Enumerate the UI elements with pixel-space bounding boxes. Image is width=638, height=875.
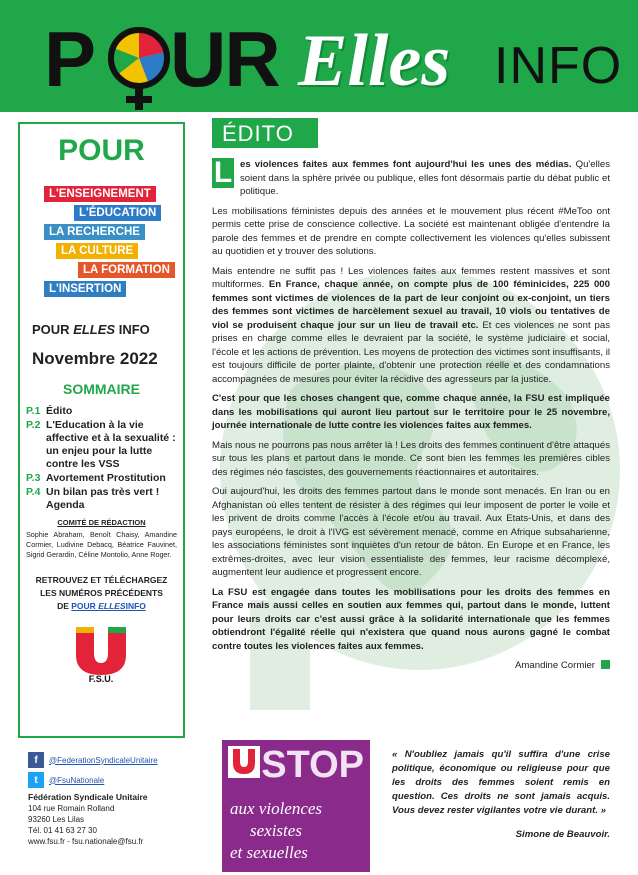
signature: Amandine Cormier (212, 659, 610, 673)
toc-item[interactable]: P.1 Édito (26, 405, 73, 417)
facebook-icon: f (28, 752, 44, 768)
archive-notice: RETROUVEZ ET TÉLÉCHARGEZ LES NUMÉROS PRÉCÉDENTS DE POUR ELLESINFO (35, 575, 168, 611)
comite-members: Sophie Abraham, Benoît Chaisy, Amandine Cormier, Ludivine Debacq, Béatrice Fauvinet, Sigrid Gerardin, Céline Montolio, Anne Roger. (26, 530, 177, 559)
fsu-logo-letter: U. (96, 645, 106, 656)
themes-block (26, 186, 177, 304)
masthead-elles: Elles (298, 20, 451, 102)
edito-body (212, 158, 610, 673)
fsu-small-logo-icon (228, 746, 260, 778)
stop-word: STOP (261, 744, 364, 786)
beauvoir-quote (392, 748, 610, 842)
quote-author: Simone de Beauvoir. (515, 829, 610, 840)
signature-square-icon (601, 660, 610, 669)
twitter-row (28, 772, 188, 788)
edito-paragraph: La FSU est engagée dans toutes les mobilisations pour les droits des femmes en France mais aussi celles en soutien aux femmes qui, partout dans le monde, luttent pour leurs droits car c'est aussi grâce à la solidarité internationale que les femmes obtiendront l'égalité réelle qui n'existera que quand nous aurons gagné le combat contre toutes les violences faites aux femmes. (212, 586, 610, 652)
edito-intro: L es violences faites aux femmes font aujourd'hui les unes des médias. Qu'elles soient dans la sphère privée ou publique, elles font désormais partie du débat public et politique. (213, 156, 610, 197)
edito-paragraph: Mais nous ne pourrons pas nous arrêter là ! Les droits des femmes continuent d'être attaqués sur tous les plans et partout dans le monde. Ce sont bien les femmes les premières cibles des régimes néo fascistes, des gouvernements réactionnaires et autoritaires. (212, 439, 610, 478)
sommaire-title: SOMMAIRE (63, 381, 140, 397)
edito-paragraph: C'est pour que les choses changent que, comme chaque année, la FSU est impliquée dans les mobilisations qui auront lieu partout sur le territoire pour le 25 novembre, journée internationale de lutte contre les violences faites aux femmes. (212, 393, 610, 431)
toc-item[interactable]: P.4 Un bilan pas très vert ! Agenda (26, 486, 160, 511)
issue-month: Novembre 2022 (32, 349, 158, 368)
address-line: 93260 Les Lilas (28, 815, 85, 824)
theme-culture: LA CULTURE (56, 243, 138, 259)
theme-enseignement: L'ENSEIGNEMENT (44, 186, 156, 202)
venus-symbol-icon (104, 24, 174, 114)
stop-violences-poster (222, 740, 370, 872)
website-email[interactable]: www.fsu.fr - fsu.nationale@fsu.fr (28, 837, 144, 846)
toc-item[interactable]: P.2 L'Education à la vie affective et à la sexualité : un enjeu pour la lutte contre les VSS (26, 419, 176, 470)
masthead (0, 0, 638, 112)
twitter-icon: t (28, 772, 44, 788)
masthead-p: P (44, 15, 95, 103)
edito-paragraph: Mais entendre ne suffit pas ! Les violences faites aux femmes restent massives et sont multiformes. En France, chaque année, on compte plus de 100 féminicides, 225 000 femmes sont victimes de violences de la part de leur conjoint ou ex-conjoint, un tiers des femmes sont victimes de harcèlement sexuel au travail, 10 viols ou tentatives de viol se produisent chaque jour sur un lieu de travail etc. Et ces violences ne sont pas prises en charge comme elles le devraient par la société, le système judiciaire et social, l'école et les actions de prévention. Les moyens de protection des victimes sont insuffisants, il est toujours difficile de porter plainte, d'obtenir une protection réelle et des condamnations accompagnées de mesures pour éviter la récidive des agresseurs par la justice. (212, 265, 610, 385)
address-line: 104 rue Romain Rolland (28, 804, 115, 813)
theme-formation: LA FORMATION (78, 262, 175, 278)
sidebar (18, 122, 185, 738)
contact-block (28, 752, 188, 847)
dropcap: L (213, 156, 233, 189)
phone: Tél. 01 41 63 27 30 (28, 826, 97, 835)
org-name: Fédération Syndicale Unitaire (28, 792, 148, 802)
edito-paragraph: Oui aujourd'hui, les droits des femmes partout dans le monde sont menacés. En Iran ou en Afghanistan où elles tentent de résister à des régimes qui leur imposent de porter le voile et les privent de droits comme l'accès à l'école et/ou au travail. Aux Etats-Unis, et dans des pays européens, le droit à l'IVG est sévèrement menacé, comme en Afrique subsaharienne, les associations féministes sont inquiètes d'un retour de bâton. En Europe et en France, les extrêmes-droites, avec leur vision essentialiste des femmes, leur racisme décomplexé, augmentent leur audience et progressent encore. (212, 486, 610, 578)
edito-title: ÉDITO (212, 118, 318, 148)
sidebar-pour-title: POUR (58, 134, 145, 167)
poster-text: aux violences sexistes et sexuelles (230, 799, 323, 862)
masthead-info: INFO (494, 37, 623, 95)
twitter-link[interactable]: @FsuNationale (49, 775, 105, 785)
archive-link[interactable]: POUR ELLESINFO (71, 601, 146, 611)
toc-item[interactable]: P.3 Avortement Prostitution (26, 472, 166, 484)
masthead-ur: UR (170, 15, 279, 103)
theme-insertion: L'INSERTION (44, 281, 126, 297)
fsu-logo-icon (66, 623, 136, 683)
publication-name: POUR ELLES INFO (32, 322, 150, 337)
comite-title: COMITÉ DE RÉDACTION (57, 518, 146, 527)
edito-paragraph: Les mobilisations féministes depuis des années et le mouvement plus récent #MeToo ont permis cette prise de conscience collective. La société est maintenant obligée d'entendre la parole des femmes et de prendre en compte collectivement les violences qu'elles subissent au quotidien et y trouver des solutions. (212, 205, 610, 257)
facebook-row (28, 752, 188, 768)
fsu-logo-text: F.S.U. (88, 674, 114, 683)
table-of-contents (26, 405, 177, 512)
theme-education: L'ÉDUCATION (74, 205, 161, 221)
facebook-link[interactable]: @FederationSyndicaleUnitaire (49, 755, 158, 765)
quote-text: « N'oubliez jamais qu'il suffira d'une crise politique, économique ou religieuse pour que les droits des femmes soient remis en question. Ces droits ne sont jamais acquis. Vous devez rester vigilantes votre vie durant. » (392, 749, 610, 816)
theme-recherche: LA RECHERCHE (44, 224, 145, 240)
